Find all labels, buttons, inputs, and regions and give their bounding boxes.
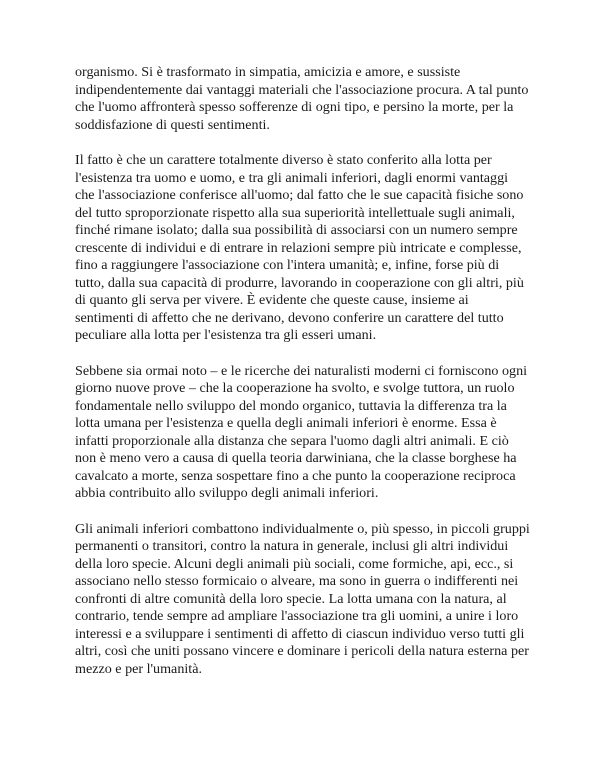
text-column xyxy=(75,64,530,696)
paragraph-4: Gli animali inferiori combattono individualmente o, più spesso, in piccoli gruppi permanenti o transitori, contro la natura in generale, inclusi gli altri individui della loro specie. Alcuni degli animali più sociali, come formiche, api, ecc., si associano nello stesso formicaio o alveare, ma sono in guerra o indifferenti nei confronti di altre comunità della loro specie. La lotta umana con la natura, al contrario, tende sempre ad ampliare l'associazione tra gli uomini, a unire i loro interessi e a sviluppare i sentimenti di affetto di ciascun individuo verso tutti gli altri, così che uniti possano vincere e dominare i pericoli della natura esterna per mezzo e per l'umanità. xyxy=(75,520,530,677)
paragraph-1: organismo. Si è trasformato in simpatia, amicizia e amore, e sussiste indipendentemente dai vantaggi materiali che l'associazione procura. A tal punto che l'uomo affronterà spesso sofferenze di ogni tipo, e persino la morte, per la soddisfazione di questi sentimenti. xyxy=(75,64,529,133)
paragraph-2: Il fatto è che un carattere totalmente diverso è stato conferito alla lotta per l'esistenza tra uomo e uomo, e tra gli animali inferiori, dagli enormi vantaggi che l'associazione conferisce all'uomo; dal fatto che le sue capacità fisiche sono del tutto sproporzionate rispetto alla sua superiorità intellettuale sugli animali, finché rimane isolato; dalla sua possibilità di associarsi con un numero sempre crescente di individui e di entrare in relazioni sempre più intricate e complesse, fino a raggiungere l'associazione con l'intera umanità; e, infine, forse più di tutto, dalla sua capacità di produrre, lavorando in cooperazione con gli altri, più di quanto gli serva per vivere. È evidente che queste cause, insieme ai sentimenti di affetto che ne derivano, devono conferire un carattere del tutto peculiare alla lotta per l'esistenza tra gli esseri umani. xyxy=(75,152,524,343)
paragraph-3: Sebbene sia ormai noto – e le ricerche dei naturalisti moderni ci forniscono ogni giorno nuove prove – che la cooperazione ha svolto, e svolge tuttora, un ruolo fondamentale nello sviluppo del mondo organico, tuttavia la differenza tra la lotta umana per l'esistenza e quella degli animali inferiori è enorme. Essa è infatti proporzionale alla distanza che separa l'uomo dagli altri animali. E ciò non è meno vero a causa di quella teoria darwiniana, che la classe borghese ha cavalcato a morte, senza sospettare fino a che punto la cooperazione reciproca abbia contribuito allo sviluppo degli animali inferiori. xyxy=(75,362,528,501)
